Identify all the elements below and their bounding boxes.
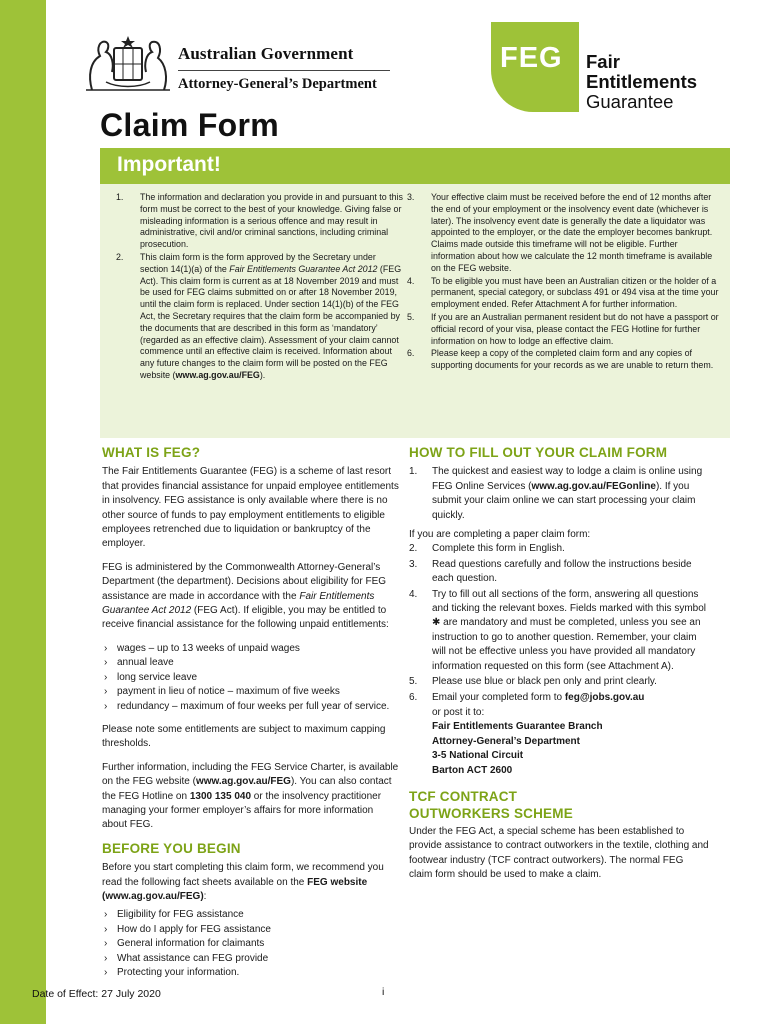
list-item: › redundancy – maximum of four weeks per full year of service. (102, 700, 400, 714)
list-item: › What assistance can FEG provide (102, 952, 400, 966)
postal-address-line: 3-5 National Circuit (432, 750, 524, 762)
government-branding (178, 44, 390, 93)
important-item (114, 252, 404, 382)
feg-badge-text: FEG (500, 42, 563, 74)
item-text: To be eligible you must have been an Australian citizen or the holder of a permanent, special category, or subclass 491 or 494 visa at the time your employment ended. Refer Attachment A for further information. (431, 275, 719, 310)
feg-logo (491, 22, 709, 122)
paragraph-text: ). You can also contact the FEG Hotline on (102, 776, 392, 802)
item-text: (FEG Act). This claim form is current as at 18 November 2019 and must be used for FEG claims submitted on or after 18 November 2019, until the claim form is replaced. Under section 14(1)(b) of the FEG Act, the Secretary requires that the claim form be accompanied by the documents that are described in this form as ‘mandatory’ (regarded as an effective claim). Assessment of your claim cannot commence until an effective claim is received. Information about any future changes to the claim form will be posted on the FEG website ( (140, 263, 402, 380)
important-item (405, 192, 723, 275)
paragraph-text: or the insolvency practitioner managing your former employer’s affairs for more information about FEG. (102, 790, 382, 831)
date-of-effect: Date of Effect: 27 July 2020 (32, 988, 161, 1000)
list-item: › Eligibility for FEG assistance (102, 908, 400, 922)
feg-badge (491, 22, 579, 112)
instruction-item (409, 542, 709, 556)
commonwealth-coat-of-arms-icon (82, 32, 174, 94)
item-text: Try to fill out all sections of the form, answering all questions and ticking the relevant boxes. Fields marked with this symbol ✱ are mandatory and must be completed, unless you see an instruction to go to another question. Remember, your claim will not be effective unless you have provided all mandatory information requested on this form (see Attachment A). (432, 588, 707, 672)
instruction-item (409, 558, 709, 587)
tcf-paragraph: Under the FEG Act, a special scheme has been established to provide assistance to contract outworkers in the textile, clothing and footwear industry (TCF contract outworkers). The normal FEG claim form should be used to make a claim. (409, 825, 709, 881)
what-is-feg-heading: WHAT IS FEG? (102, 445, 201, 460)
important-item (405, 348, 723, 372)
how-to-fill-heading: HOW TO FILL OUT YOUR CLAIM FORM (409, 445, 668, 460)
tcf-heading-line: OUTWORKERS SCHEME (409, 805, 573, 821)
list-item: › How do I apply for FEG assistance (102, 923, 400, 937)
postal-address-line: Barton ACT 2600 (432, 764, 513, 776)
item-number: 5. (407, 311, 415, 322)
paper-claim-intro: If you are completing a paper claim form: (409, 529, 591, 541)
item-text: ). (259, 369, 266, 380)
capping-note: Please note some entitlements are subject to maximum capping thresholds. (102, 723, 386, 750)
page-title: Claim Form (100, 107, 280, 143)
act-title: Fair Entitlements Guarantee Act 2012 (229, 263, 378, 274)
instruction-item (409, 465, 709, 523)
list-item: › General information for claimants (102, 937, 400, 951)
instruction-item (409, 675, 709, 689)
government-name: Australian Government (178, 44, 354, 63)
item-text: If you are an Australian permanent resident but do not have a passport or official record of your visa, please contact the FEG Hotline for further information on how to lodge an effective claim. (431, 311, 719, 346)
tcf-heading (409, 788, 709, 822)
item-number: 2. (116, 251, 124, 262)
before-you-begin-paragraph (102, 861, 400, 904)
item-text: The quickest and easiest way to lodge a claim is online using FEG Online Services ( (432, 466, 703, 492)
fact-sheets-list (102, 908, 400, 980)
paragraph-text: Before you start completing this claim form, we recommend you read the following fact sheets available on the (102, 862, 384, 888)
important-column-right (405, 192, 723, 373)
item-number: 3. (409, 558, 418, 570)
item-text: Your effective claim must be received before the end of 12 months after the end of your employment or the insolvency event date (whichever is later). The insolvency event date is generally the date a liquidator was appointed to the employer, or the date the employer becomes bankrupt. Claims made outside this timeframe will not be eligible. Further information about how we calculate the 12 month timeframe is available on the FEG website. (431, 192, 713, 273)
item-text: Please use blue or black pen only and print clearly. (432, 676, 657, 688)
tcf-heading-line: TCF CONTRACT (409, 788, 518, 804)
item-text: Complete this form in English. (432, 543, 565, 555)
item-text: The information and declaration you provide in and pursuant to this form must be correct to the best of your knowledge. Giving false or misleading information is a serious offence and may result in administrative, civil and/or criminal sanctions, including criminal prosecution. (140, 192, 403, 250)
left-column (102, 446, 400, 989)
feg-word-guarantee: Guarantee (586, 91, 674, 112)
act-title: Fair Entitlements Guarantee Act 2012 (102, 590, 375, 617)
item-number: 5. (409, 676, 418, 688)
what-is-feg-paragraph: The Fair Entitlements Guarantee (FEG) is a scheme of last resort that provides financial assistance for unpaid employee entitlements in insolvency. FEG assistance is only available where there is no other source of funds to pay employment entitlements to eligible employees retrenched due to liquidation or bankruptcy of the employer. (102, 466, 399, 550)
item-number: 4. (409, 588, 418, 600)
feg-website-link[interactable]: www.ag.gov.au/FEG (195, 776, 291, 788)
feg-website-link[interactable]: FEG website (www.ag.gov.au/FEG) (102, 876, 368, 902)
item-text: Read questions carefully and follow the instructions beside each question. (432, 558, 692, 585)
hotline-number[interactable]: 1300 135 040 (189, 790, 251, 802)
list-item: › Protecting your information. (102, 966, 400, 980)
postal-address-line: Attorney-General’s Department (432, 735, 580, 747)
instruction-item (409, 588, 709, 674)
list-item: › long service leave (102, 671, 400, 685)
right-column (409, 446, 709, 883)
item-number: 6. (407, 348, 415, 359)
important-item (405, 276, 723, 311)
green-side-band (0, 0, 46, 1024)
paragraph-text: Further information, including the FEG Service Charter, is available on the FEG website ( (102, 761, 399, 788)
administration-paragraph (102, 561, 400, 633)
important-item (405, 312, 723, 347)
post-instruction: or post it to: (432, 706, 485, 718)
list-item: › payment in lieu of notice – maximum of five weeks (102, 685, 400, 699)
feg-website-link[interactable]: www.ag.gov.au/FEG (175, 369, 260, 380)
item-text: Please keep a copy of the completed claim form and any copies of supporting documents for your records as we are unable to return them. (431, 348, 714, 371)
instruction-item (409, 691, 709, 705)
item-number: 1. (116, 192, 124, 202)
paragraph-text: FEG is administered by the Commonwealth Attorney-General’s Department (the department). Decisions about eligibility for FEG assistance are made in accordance with the (102, 561, 387, 602)
list-item: › annual leave (102, 656, 400, 670)
important-notice-panel (100, 148, 730, 438)
important-item (114, 192, 404, 251)
feg-word-fair: Fair (586, 51, 620, 72)
feg-word-entitlements: Entitlements (586, 71, 698, 92)
entitlements-list (102, 642, 400, 714)
item-text: Email your completed form to (432, 691, 565, 703)
item-text: This claim form is the form approved by the Secretary under section 14(1)(a) of the (140, 251, 376, 274)
important-header (100, 148, 730, 184)
page-number: i (382, 986, 385, 998)
item-number: 4. (407, 275, 415, 286)
feg-email-link[interactable]: feg@jobs.gov.au (564, 691, 645, 703)
important-heading: Important! (117, 153, 221, 176)
important-column-left (114, 192, 404, 383)
paragraph-text: (FEG Act). If eligible, you may be entitled to receive financial assistance for the following unpaid entitlements: (102, 605, 389, 631)
postal-address-line: Fair Entitlements Guarantee Branch (432, 721, 603, 733)
item-number: 1. (409, 466, 418, 478)
branding-divider (178, 70, 390, 71)
item-number: 6. (409, 691, 418, 703)
feg-online-link[interactable]: www.ag.gov.au/FEGonline (531, 480, 656, 492)
item-number: 2. (409, 543, 418, 555)
item-text: ). If you submit your claim online we can start processing your claim quickly. (432, 480, 696, 521)
feg-wordmark (586, 52, 697, 112)
list-item: › wages – up to 13 weeks of unpaid wages (102, 642, 400, 656)
item-number: 3. (407, 192, 415, 202)
before-you-begin-heading: BEFORE YOU BEGIN (102, 840, 241, 856)
department-name: Attorney-General’s Department (178, 76, 377, 92)
paragraph-text: : (203, 890, 207, 902)
further-info-paragraph (102, 761, 400, 833)
